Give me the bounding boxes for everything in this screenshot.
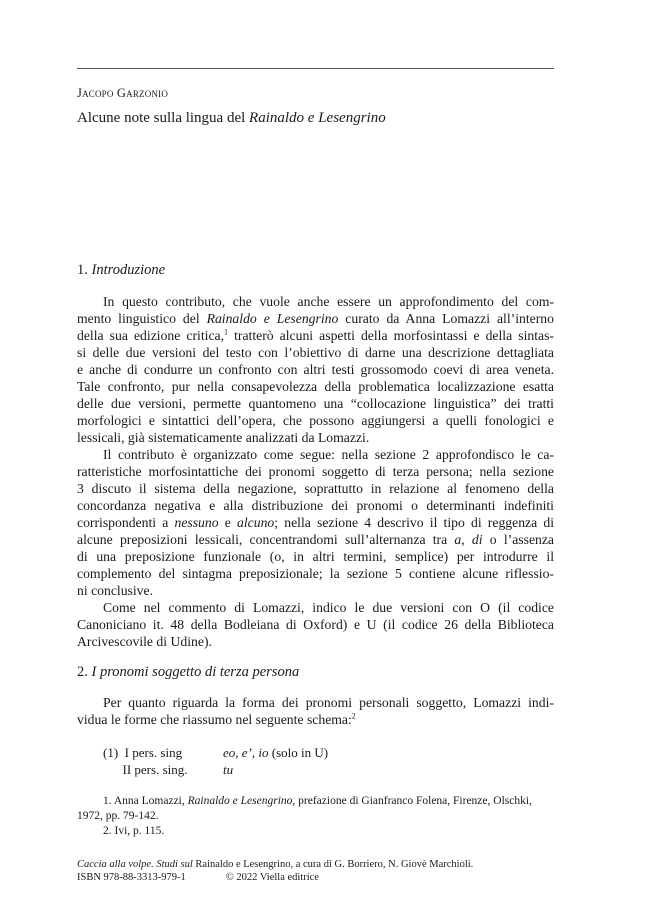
text-line <box>77 565 554 582</box>
text-line <box>77 514 554 531</box>
section-2-body <box>77 694 554 728</box>
footer-isbn-line <box>77 871 473 884</box>
text-run: Per quanto riguarda la forma dei pronomi personali soggetto, Lomazzi indi- <box>103 695 554 710</box>
text-line <box>77 497 554 514</box>
text-run: Arcivescovile di Udine). <box>77 634 212 649</box>
footnote-line <box>77 794 554 809</box>
text-line <box>77 429 554 446</box>
text-run: della sua edizione critica, <box>77 328 225 343</box>
schema-label: II pers. sing. <box>103 762 188 777</box>
text-run: 3 discuto il sistema della negazione, soprattutto in relazione al fenomeno della <box>77 481 554 496</box>
italic-run: di <box>471 532 483 547</box>
text-line <box>77 582 554 599</box>
text-run: o l’assenza <box>482 532 555 547</box>
pronoun-schema <box>103 744 328 778</box>
text-run: Il contributo è organizzato come segue: nella sezione 2 approfondisco le ca- <box>103 447 554 462</box>
text-run: , prefazione di Gianfranco Folena, Firenze, Olschki, <box>292 795 532 807</box>
text-line <box>77 616 554 633</box>
section-number: 1. <box>77 262 92 278</box>
text-run: morfologici e sintattici dell’opera, che possono aggiungersi a quelli fonologici e <box>77 413 554 428</box>
italic-run: nessuno <box>174 515 219 530</box>
text-line <box>77 711 554 728</box>
text-run: di una preposizione funzionale (o, in altri termini, semplice) per introdurre il <box>77 549 554 564</box>
section-heading-1 <box>77 262 165 279</box>
title-work: Rainaldo e Lesengrino <box>249 110 386 126</box>
section-1-body <box>77 293 554 650</box>
text-run: Canoniciano it. 48 della Bodleiana di Oxford) e U (il codice 26 della Biblioteca <box>77 617 554 632</box>
text-line <box>77 361 554 378</box>
author-name: Jacopo Garzonio <box>77 86 169 100</box>
text-run: e <box>218 515 238 530</box>
text-run: ratteristiche morfosintattiche dei pronomi soggetto di terza persona; nella sezione <box>77 464 554 479</box>
text-line <box>77 412 554 429</box>
schema-row <box>103 744 328 761</box>
footnotes <box>77 794 554 839</box>
footnote-line <box>77 809 554 824</box>
section-number: 2. <box>77 664 92 680</box>
footer-copyright: © 2022 Viella editrice <box>225 872 319 883</box>
footer-citation <box>77 858 473 871</box>
text-run: corrispondenti a <box>77 515 175 530</box>
text-run: delle due versioni, permette quantomeno una “collocazione linguistica” dei tratti <box>77 396 554 411</box>
text-line <box>77 327 554 344</box>
text-line <box>77 480 554 497</box>
section-heading-2 <box>77 664 299 681</box>
text-run: Tale confronto, pur nella consapevolezza della problematica localizzazione esatta <box>77 379 554 394</box>
text-line <box>77 531 554 548</box>
text-line <box>77 633 554 650</box>
text-line <box>77 446 554 463</box>
italic-run: alcuno <box>237 515 275 530</box>
header-rule <box>77 68 554 69</box>
schema-label: (1) I pers. sing <box>103 745 183 760</box>
text-line <box>77 395 554 412</box>
schema-forms: eo, e’, io <box>223 745 269 760</box>
schema-note: (solo in U) <box>268 745 329 760</box>
footnote-line <box>77 824 554 839</box>
text-run: curato da Anna Lomazzi all’interno <box>338 311 554 326</box>
text-run: ; nella sezione 4 descrivo il tipo di reggenza di <box>274 515 555 530</box>
section-title: I pronomi soggetto di terza persona <box>91 664 300 680</box>
schema-forms-cell <box>223 761 233 778</box>
text-line <box>77 310 554 327</box>
text-run: e anche di condurre un confronto con altri testi grossomodo coevi di area veneta. <box>77 362 554 377</box>
schema-row <box>103 761 328 778</box>
article-title <box>77 110 386 127</box>
text-run: 1972, pp. 79-142. <box>77 810 159 822</box>
section-title: Introduzione <box>91 262 166 278</box>
title-text: Alcune note sulla lingua del <box>77 110 250 126</box>
footer-isbn: ISBN 978-88-3313-979-1 <box>77 872 186 883</box>
text-run: complemento del sintagma preposizionale; la sezione 5 contiene alcune riflessio- <box>77 566 554 581</box>
text-run: concordanza negativa e alla distribuzione dei pronomi o determinanti indefiniti <box>77 498 554 513</box>
text-run: vidua le forme che riassumo nel seguente schema: <box>77 712 352 727</box>
italic-run: Rainaldo e Lesengrino <box>206 311 339 326</box>
text-line <box>77 293 554 310</box>
text-run: In questo contributo, che vuole anche essere un approfondimento del com- <box>103 294 554 309</box>
text-run: 2. Ivi, p. 115. <box>103 825 165 837</box>
italic-run: Rainaldo e Lesengrino <box>187 795 293 807</box>
text-run: , <box>461 532 472 547</box>
text-line <box>77 599 554 616</box>
page-footer <box>77 858 473 884</box>
text-run: tratterò alcuni aspetti della morfosintassi e della sintas- <box>228 328 554 343</box>
text-run: mento linguistico del <box>77 311 207 326</box>
text-line <box>77 344 554 361</box>
footer-book-title: Caccia alla volpe. Studi sul <box>77 859 193 870</box>
text-line <box>77 378 554 395</box>
text-line <box>77 463 554 480</box>
footnote-ref: 1 <box>224 327 229 337</box>
footer-details: Rainaldo e Lesengrino, a cura di G. Borriero, N. Giovè Marchioli. <box>192 859 474 870</box>
text-run: alcune preposizioni lessicali, concentrandomi sull’alternanza tra <box>77 532 455 547</box>
schema-forms-cell <box>223 744 328 761</box>
text-line <box>77 548 554 565</box>
italic-run: a <box>454 532 462 547</box>
text-run: 1. Anna Lomazzi, <box>103 795 188 807</box>
text-run: si delle due versioni del testo con l’obiettivo di darne una descrizione dettagliata <box>77 345 554 360</box>
text-run: Come nel commento di Lomazzi, indico le due versioni con O (il codice <box>103 600 554 615</box>
text-run: ni conclusive. <box>77 583 154 598</box>
footnote-ref: 2 <box>351 711 356 721</box>
schema-forms: tu <box>223 762 234 777</box>
text-line <box>77 694 554 711</box>
text-run: lessicali, già sistematicamente analizzati da Lomazzi. <box>77 430 370 445</box>
